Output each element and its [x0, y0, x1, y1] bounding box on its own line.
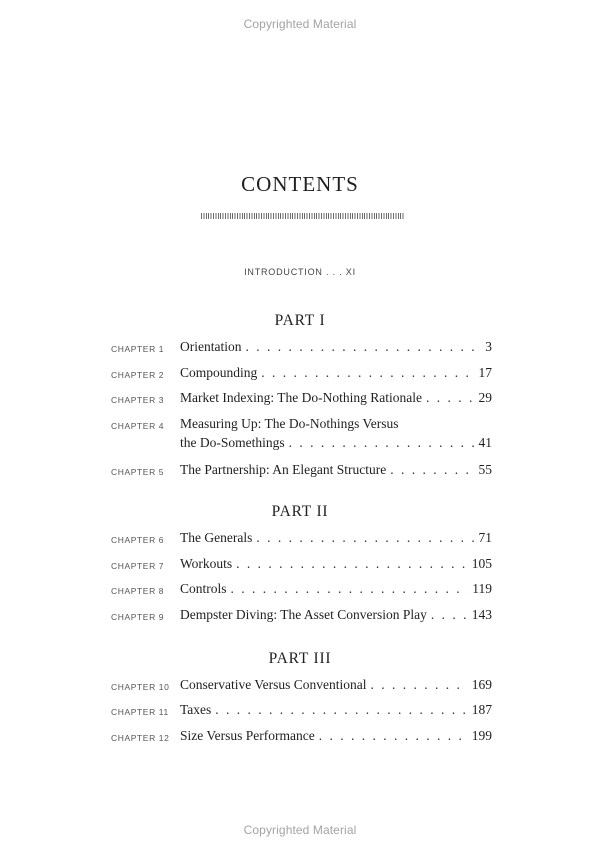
chapter-line	[180, 702, 492, 718]
toc-entry-chapter-3[interactable]	[0, 390, 600, 410]
page-number: 169	[471, 677, 492, 692]
dot-leader	[431, 607, 468, 623]
dot-leader	[245, 339, 481, 355]
page-number: 105	[471, 556, 492, 571]
dot-leader	[256, 530, 474, 546]
dot-leader	[261, 365, 474, 381]
chapter-label: CHAPTER 2	[111, 370, 165, 380]
dot-leader	[215, 702, 467, 718]
chapter-title: The Partnership: An Elegant Structure	[180, 462, 387, 477]
toc-entry-chapter-12[interactable]	[0, 728, 600, 748]
chapter-title: Controls	[180, 581, 227, 596]
page-number: 17	[478, 365, 492, 380]
chapter-line	[180, 607, 492, 623]
toc-entry-chapter-9[interactable]	[0, 607, 600, 627]
chapter-title: Dempster Diving: The Asset Conversion Play	[180, 607, 427, 622]
part-3-heading: PART III	[268, 650, 332, 667]
chapter-line	[180, 365, 492, 381]
chapter-line	[180, 677, 492, 693]
chapter-label: CHAPTER 4	[111, 421, 165, 431]
page-number: 3	[485, 339, 492, 354]
chapter-title: Taxes	[180, 702, 212, 717]
page-number: 29	[478, 390, 492, 405]
toc-entry-chapter-11[interactable]	[0, 702, 600, 722]
chapter-label: CHAPTER 7	[111, 561, 165, 571]
chapter-label: CHAPTER 12	[111, 733, 170, 743]
chapter-line	[180, 390, 492, 406]
toc-entry-chapter-5[interactable]	[0, 462, 600, 482]
chapter-label: CHAPTER 1	[111, 344, 165, 354]
chapter-title: Size Versus Performance	[180, 728, 315, 743]
chapter-label: CHAPTER 11	[111, 707, 169, 717]
chapter-title: Conservative Versus Conventional	[180, 677, 367, 692]
chapter-label: CHAPTER 8	[111, 586, 165, 596]
chapter-label: CHAPTER 6	[111, 535, 165, 545]
chapter-line	[180, 416, 492, 432]
toc-entry-chapter-4[interactable]	[0, 416, 600, 456]
dot-leader	[370, 677, 467, 693]
chapter-line	[180, 581, 492, 597]
part-1-heading: PART I	[274, 312, 326, 329]
chapter-label: CHAPTER 5	[111, 467, 165, 477]
toc-entry-chapter-6[interactable]	[0, 530, 600, 550]
chapter-line	[180, 556, 492, 572]
chapter-title: Workouts	[180, 556, 233, 571]
chapter-line	[180, 339, 492, 355]
chapter-label: CHAPTER 9	[111, 612, 165, 622]
toc-entry-chapter-7[interactable]	[0, 556, 600, 576]
chapter-title: Compounding	[180, 365, 258, 380]
page-number: 41	[478, 435, 492, 450]
chapter-title: Measuring Up: The Do-Nothings Versus	[180, 416, 399, 431]
dot-leader	[319, 728, 468, 744]
page-number: 143	[471, 607, 492, 622]
page-number: 187	[471, 702, 492, 717]
toc-entry-chapter-2[interactable]	[0, 365, 600, 385]
toc-entry-chapter-10[interactable]	[0, 677, 600, 697]
chapter-line	[180, 462, 492, 478]
chapter-line	[180, 530, 492, 546]
contents-title: CONTENTS	[241, 172, 359, 196]
title-ornament-rule	[201, 213, 405, 219]
page-number: 119	[472, 581, 492, 596]
dot-leader	[390, 462, 474, 478]
chapter-label: CHAPTER 3	[111, 395, 165, 405]
dot-leader	[289, 435, 475, 451]
page-number: 199	[471, 728, 492, 743]
dot-leader	[231, 581, 469, 597]
introduction-entry[interactable]: INTRODUCTION . . . XI	[244, 267, 356, 277]
dot-leader	[426, 390, 475, 406]
dot-leader	[236, 556, 468, 572]
chapter-title: Market Indexing: The Do-Nothing Rationale	[180, 390, 422, 405]
chapter-label: CHAPTER 10	[111, 682, 170, 692]
toc-entry-chapter-8[interactable]	[0, 581, 600, 601]
page-number: 71	[478, 530, 492, 545]
toc-entry-chapter-1[interactable]	[0, 339, 600, 359]
part-2-heading: PART II	[271, 503, 329, 520]
page-number: 55	[478, 462, 492, 477]
copyright-watermark-bottom: Copyrighted Material	[243, 823, 357, 837]
chapter-title: The Generals	[180, 530, 253, 545]
chapter-line-continued	[180, 435, 492, 451]
chapter-title: Orientation	[180, 339, 242, 354]
chapter-title-continued: the Do-Somethings	[180, 435, 285, 450]
chapter-line	[180, 728, 492, 744]
copyright-watermark-top: Copyrighted Material	[243, 17, 357, 31]
